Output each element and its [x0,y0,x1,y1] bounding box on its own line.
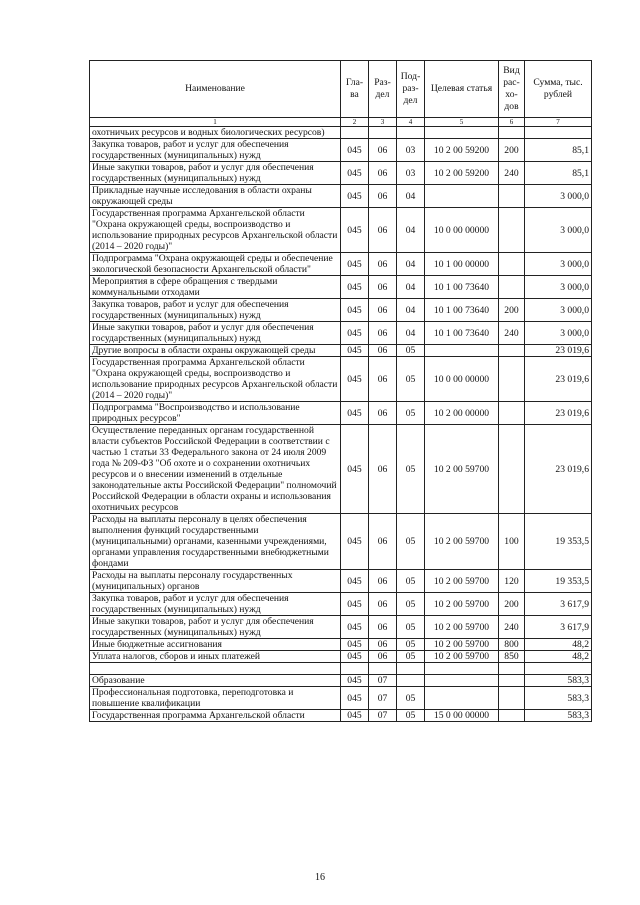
row-glava: 045 [341,345,369,357]
row-vid [499,687,525,710]
row-vid [499,185,525,208]
row-vid: 120 [499,570,525,593]
row-name: Иные закупки товаров, работ и услуг для обеспечения государственных (муниципальных) нужд [90,616,341,639]
column-number-row [90,118,592,127]
row-sum: 3 000,0 [525,185,592,208]
row-vid: 200 [499,593,525,616]
row-razdel: 06 [369,616,397,639]
row-podrazdel: 04 [397,208,425,253]
row-sum: 85,1 [525,139,592,162]
header-target: Целевая статья [425,61,499,118]
row-vid [499,675,525,687]
row-razdel: 06 [369,322,397,345]
row-sum: 3 617,9 [525,616,592,639]
row-podrazdel [397,127,425,139]
row-razdel: 06 [369,185,397,208]
row-sum: 23 019,6 [525,345,592,357]
row-razdel: 06 [369,253,397,276]
row-name: Расходы на выплаты персоналу государственных (муниципальных) органов [90,570,341,593]
row-glava: 045 [341,616,369,639]
row-sum: 3 000,0 [525,299,592,322]
row-podrazdel: 05 [397,593,425,616]
table-row [90,663,592,675]
row-target: 15 0 00 00000 [425,710,499,722]
row-sum: 48,2 [525,651,592,663]
table-row [90,276,592,299]
row-name: Иные закупки товаров, работ и услуг для обеспечения государственных (муниципальных) нужд [90,322,341,345]
row-name: Закупка товаров, работ и услуг для обеспечения государственных (муниципальных) нужд [90,593,341,616]
header-glava: Гла-ва [341,61,369,118]
row-podrazdel: 05 [397,345,425,357]
row-podrazdel: 03 [397,162,425,185]
row-podrazdel: 04 [397,299,425,322]
table-row [90,570,592,593]
table-body [90,127,592,722]
row-sum: 19 353,5 [525,570,592,593]
row-podrazdel: 05 [397,687,425,710]
table-row [90,185,592,208]
row-name: Иные бюджетные ассигнования [90,639,341,651]
page-number: 16 [315,872,325,883]
row-glava: 045 [341,570,369,593]
row-razdel: 06 [369,402,397,425]
row-razdel: 06 [369,357,397,402]
row-sum: 48,2 [525,639,592,651]
row-podrazdel: 05 [397,651,425,663]
row-target [425,345,499,357]
row-glava: 045 [341,675,369,687]
row-sum: 3 617,9 [525,593,592,616]
row-name: Профессиональная подготовка, переподготовка и повышение квалификации [90,687,341,710]
row-target: 10 1 00 73640 [425,299,499,322]
row-glava: 045 [341,593,369,616]
row-podrazdel: 05 [397,402,425,425]
header-vid: Вид рас-хо-дов [499,61,525,118]
row-target: 10 1 00 73640 [425,322,499,345]
row-razdel [369,127,397,139]
row-vid [499,663,525,675]
row-sum: 3 000,0 [525,322,592,345]
row-glava: 045 [341,687,369,710]
row-glava: 045 [341,162,369,185]
row-vid [499,345,525,357]
row-glava [341,663,369,675]
row-target: 10 2 00 59200 [425,139,499,162]
table-row [90,675,592,687]
row-sum: 3 000,0 [525,253,592,276]
row-target: 10 2 00 00000 [425,402,499,425]
row-target [425,185,499,208]
row-glava: 045 [341,425,369,514]
row-razdel: 06 [369,639,397,651]
row-razdel: 06 [369,139,397,162]
row-razdel: 06 [369,208,397,253]
table-row [90,208,592,253]
row-razdel: 06 [369,651,397,663]
row-razdel: 06 [369,425,397,514]
row-vid [499,253,525,276]
row-target: 10 2 00 59200 [425,162,499,185]
row-name: Государственная программа Архангельской области [90,710,341,722]
row-vid [499,425,525,514]
column-number: 6 [499,118,525,127]
row-target [425,675,499,687]
table-row [90,687,592,710]
row-vid [499,402,525,425]
row-vid: 100 [499,514,525,570]
row-name: Подпрограмма "Воспроизводство и использование природных ресурсов" [90,402,341,425]
table-row [90,402,592,425]
row-razdel: 06 [369,345,397,357]
row-sum: 583,3 [525,675,592,687]
row-name: Другие вопросы в области охраны окружающей среды [90,345,341,357]
row-vid: 200 [499,139,525,162]
row-name: Подпрограмма "Охрана окружающей среды и обеспечение экологической безопасности Архангельской области" [90,253,341,276]
row-glava: 045 [341,276,369,299]
row-target [425,127,499,139]
column-number: 1 [90,118,341,127]
table-row [90,357,592,402]
row-vid [499,710,525,722]
row-vid [499,357,525,402]
row-sum: 583,3 [525,687,592,710]
row-glava [341,127,369,139]
table-row [90,299,592,322]
row-glava: 045 [341,639,369,651]
header-name: Наименование [90,61,341,118]
row-target [425,687,499,710]
row-podrazdel: 04 [397,322,425,345]
row-vid [499,208,525,253]
row-podrazdel: 04 [397,185,425,208]
row-razdel: 06 [369,570,397,593]
column-number: 7 [525,118,592,127]
table-row [90,616,592,639]
row-podrazdel: 05 [397,570,425,593]
row-name: Осуществление переданных органам государственной власти субъектов Российской Федерации в соответствии с частью 1 статьи 33 Федерального закона от 24 июля 2009 года № 209-ФЗ "Об охоте и о сохранении охотничьих ресурсов и о внесении изменений в отдельные законодательные акты Российской Федерации" полномочий Российской Федерации в области охраны и использования охотничьих ресурсов [90,425,341,514]
row-razdel: 06 [369,593,397,616]
table-row [90,127,592,139]
row-razdel: 06 [369,299,397,322]
row-target: 10 2 00 59700 [425,639,499,651]
column-number: 5 [425,118,499,127]
row-sum: 85,1 [525,162,592,185]
row-sum: 583,3 [525,710,592,722]
row-name: Образование [90,675,341,687]
row-name: Государственная программа Архангельской области "Охрана окружающей среды, воспроизводство и использование природных ресурсов Архангельской области (2014 – 2020 годы)" [90,208,341,253]
row-razdel: 06 [369,514,397,570]
row-target: 10 0 00 00000 [425,357,499,402]
row-glava: 045 [341,514,369,570]
row-target: 10 2 00 59700 [425,593,499,616]
header-row [90,61,592,118]
row-name: Уплата налогов, сборов и иных платежей [90,651,341,663]
row-target: 10 2 00 59700 [425,514,499,570]
row-glava: 045 [341,208,369,253]
table-row [90,322,592,345]
table-row [90,593,592,616]
row-glava: 045 [341,299,369,322]
table-row [90,345,592,357]
header-sum: Сумма, тыс. рублей [525,61,592,118]
row-target [425,663,499,675]
row-target: 10 2 00 59700 [425,570,499,593]
row-razdel: 07 [369,710,397,722]
row-sum: 3 000,0 [525,208,592,253]
row-podrazdel: 05 [397,357,425,402]
table-row [90,710,592,722]
row-target: 10 2 00 59700 [425,651,499,663]
row-target: 10 0 00 00000 [425,208,499,253]
row-vid: 850 [499,651,525,663]
row-target: 10 1 00 00000 [425,253,499,276]
row-name: Государственная программа Архангельской области "Охрана окружающей среды, воспроизводство и использование природных ресурсов Архангельской области (2014 – 2020 годы)" [90,357,341,402]
row-name: Закупка товаров, работ и услуг для обеспечения государственных (муниципальных) нужд [90,139,341,162]
row-podrazdel [397,675,425,687]
row-name: Мероприятия в сфере обращения с твердыми коммунальными отходами [90,276,341,299]
row-vid: 240 [499,616,525,639]
row-vid [499,276,525,299]
row-name: Закупка товаров, работ и услуг для обеспечения государственных (муниципальных) нужд [90,299,341,322]
table-row [90,425,592,514]
table-row [90,253,592,276]
row-podrazdel: 05 [397,710,425,722]
row-vid: 240 [499,162,525,185]
row-glava: 045 [341,402,369,425]
row-glava: 045 [341,710,369,722]
row-sum: 23 019,6 [525,402,592,425]
row-razdel: 06 [369,162,397,185]
row-name: Расходы на выплаты персоналу в целях обеспечения выполнения функций государственными (муниципальными) органами, казенными учреждениями, органами управления государственными внебюджетными фондами [90,514,341,570]
row-podrazdel: 04 [397,253,425,276]
row-podrazdel: 05 [397,514,425,570]
header-razdel: Раз-дел [369,61,397,118]
row-sum: 23 019,6 [525,357,592,402]
column-number: 2 [341,118,369,127]
row-sum [525,127,592,139]
row-glava: 045 [341,322,369,345]
row-podrazdel: 04 [397,276,425,299]
row-vid: 200 [499,299,525,322]
row-name: Прикладные научные исследования в области охраны окружающей среды [90,185,341,208]
row-vid: 240 [499,322,525,345]
table-row [90,639,592,651]
row-name: Иные закупки товаров, работ и услуг для обеспечения государственных (муниципальных) нужд [90,162,341,185]
row-vid [499,127,525,139]
table-row [90,162,592,185]
table-row [90,651,592,663]
row-target: 10 2 00 59700 [425,616,499,639]
row-podrazdel: 05 [397,425,425,514]
column-number: 4 [397,118,425,127]
row-glava: 045 [341,651,369,663]
row-target: 10 2 00 59700 [425,425,499,514]
header-podrazdel: Под-раз-дел [397,61,425,118]
table-row [90,514,592,570]
row-glava: 045 [341,139,369,162]
row-name [90,663,341,675]
row-razdel: 07 [369,675,397,687]
row-podrazdel [397,663,425,675]
row-podrazdel: 05 [397,639,425,651]
row-razdel: 06 [369,276,397,299]
row-podrazdel: 05 [397,616,425,639]
row-glava: 045 [341,357,369,402]
table-row [90,139,592,162]
row-sum: 23 019,6 [525,425,592,514]
row-sum [525,663,592,675]
row-sum: 3 000,0 [525,276,592,299]
row-razdel: 07 [369,687,397,710]
row-target: 10 1 00 73640 [425,276,499,299]
column-number: 3 [369,118,397,127]
row-glava: 045 [341,253,369,276]
row-name: охотничьих ресурсов и водных биологических ресурсов) [90,127,341,139]
row-vid: 800 [499,639,525,651]
row-razdel [369,663,397,675]
row-sum: 19 353,5 [525,514,592,570]
budget-table [89,60,592,722]
row-glava: 045 [341,185,369,208]
row-podrazdel: 03 [397,139,425,162]
